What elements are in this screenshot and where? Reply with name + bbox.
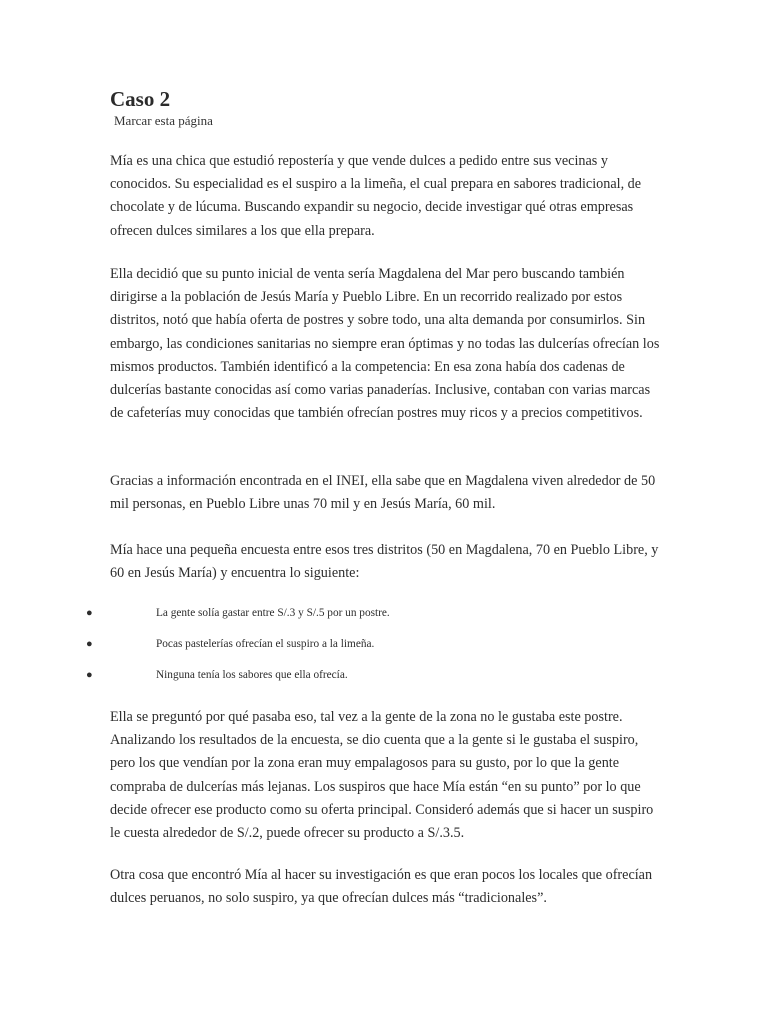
bullet-icon: ● [86, 638, 93, 650]
paragraph-market: Ella decidió que su punto inicial de venta sería Magdalena del Mar pero buscando también dirigirse a la población de Jesús María y Pueblo Libre. En un recorrido realizado por estos distritos, notó que había oferta de postres y sobre todo, una alta demanda por consumirlos. Sin embargo, las condiciones sanitarias no siempre eran óptimas y no todas las dulcerías ofrecían los mismos productos. También identificó a la competencia: En esa zona había dos cadenas de dulcerías bastante conocidas así como varias panaderías. Inclusive, contaban con varias marcas de cafeterías muy conocidas que también ofrecían postres muy ricos y a precios competitivos. [110, 266, 660, 422]
paragraph-population: Gracias a información encontrada en el INEI, ella sabe que en Magdalena viven alrededor de 50 mil personas, en Pueblo Libre unas 70 mil y en Jesús María, 60 mil. [110, 473, 656, 513]
page-title: Caso 2 [110, 87, 171, 111]
paragraph-intro: Mía es una chica que estudió repostería y que vende dulces a pedido entre sus vecinas y conocidos. Su especialidad es el suspiro a la limeña, el cual prepara en sabores tradicional, de chocolate y de lúcuma. Buscando expandir su negocio, decide investigar qué otras empresas ofrecen dulces similares a los que ella prepara. [110, 153, 642, 239]
list-item-text: La gente solía gastar entre S/.3 y S/.5 por un postre. [156, 607, 390, 619]
list-item-text: Ninguna tenía los sabores que ella ofrecía. [156, 669, 348, 681]
list-item [0, 635, 768, 666]
list-item [0, 604, 768, 635]
paragraph-analysis: Ella se preguntó por qué pasaba eso, tal vez a la gente de la zona no le gustaba este postre. Analizando los resultados de la encuesta, se dio cuenta que a la gente si le gustaba el suspiro, pero los que vendían por la zona eran muy empalagosos para su gusto, por lo que la gente compraba de dulcerías más lejanas. Los suspiros que hace Mía están “en su punto” por lo que decide ofrecer ese producto como su oferta principal. Consideró además que si hacer un suspiro le cuesta alrededor de S/.2, puede ofrecer su producto a S/.3.5. [110, 709, 654, 842]
bullet-icon: ● [86, 669, 93, 681]
bookmark-link[interactable]: Marcar esta página [114, 113, 213, 128]
list-item-text: Pocas pastelerías ofrecían el suspiro a la limeña. [156, 638, 375, 650]
paragraph-traditional: Otra cosa que encontró Mía al hacer su investigación es que eran pocos los locales que ofrecían dulces peruanos, no solo suspiro, ya que ofrecían dulces más “tradicionales”. [110, 867, 653, 907]
survey-findings-list [0, 604, 768, 697]
list-item [0, 666, 768, 697]
paragraph-survey: Mía hace una pequeña encuesta entre esos tres distritos (50 en Magdalena, 70 en Pueblo Libre, y 60 en Jesús María) y encuentra lo siguiente: [110, 542, 659, 582]
bullet-icon: ● [86, 607, 93, 619]
